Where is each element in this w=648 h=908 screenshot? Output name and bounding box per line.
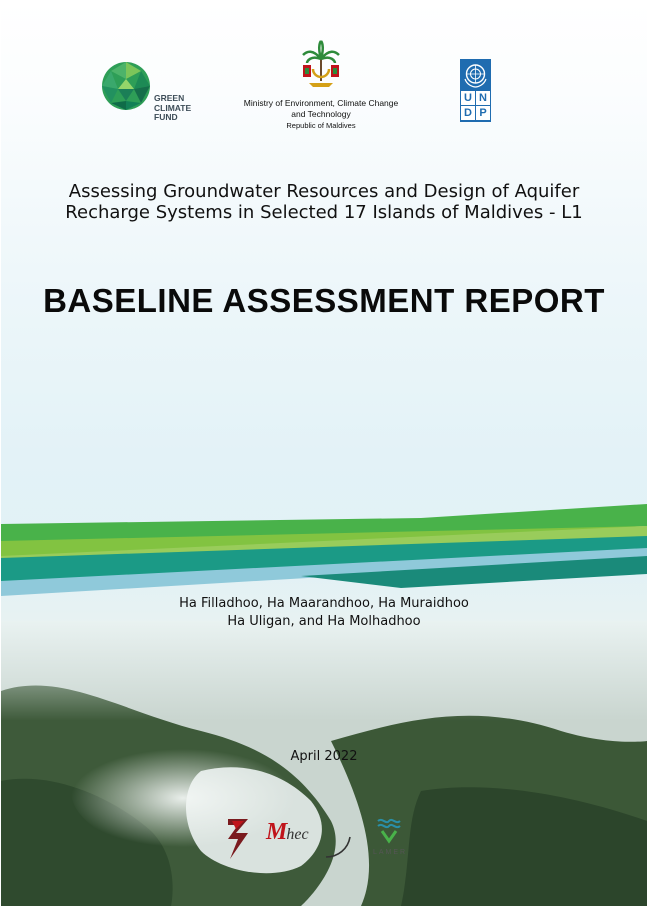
- zigzag-logo-icon: [226, 817, 252, 861]
- report-cover: [1, 1, 647, 906]
- ministry-name-line1: Ministry of Environment, Climate Change: [243, 98, 399, 108]
- undp-letter-u: U: [461, 91, 475, 105]
- ministry-country: Republic of Maldives: [286, 121, 356, 130]
- partner-logos: [226, 813, 426, 863]
- mhec-swoosh-icon: [266, 821, 386, 861]
- lamer-logo-icon: [376, 815, 402, 845]
- gcf-text-line3: FUND: [154, 112, 178, 122]
- report-date: April 2022: [290, 749, 358, 764]
- maldives-emblem-icon: [299, 39, 343, 91]
- project-subtitle: [21, 181, 627, 223]
- un-emblem-icon: [460, 59, 491, 90]
- report-title: BASELINE ASSESSMENT REPORT: [43, 282, 605, 319]
- undp-letter-n: N: [476, 91, 490, 105]
- ministry-logo: [226, 39, 416, 134]
- undp-logo: [460, 59, 491, 122]
- undp-letter-p: P: [476, 106, 490, 120]
- subtitle-line1: Assessing Groundwater Resources and Design of Aquifer: [68, 181, 580, 202]
- decorative-bands: [1, 496, 647, 606]
- gcf-text-line2: CLIMATE: [154, 102, 192, 113]
- green-climate-fund-logo: [101, 61, 211, 121]
- lamer-logo-text: LAMER: [373, 849, 408, 856]
- subtitle-line2: Recharge Systems in Selected 17 Islands of Maldives - L1: [65, 202, 583, 223]
- ministry-name-line2: and Technology: [291, 108, 351, 119]
- mhec-logo-hec: hec: [286, 826, 309, 843]
- globe-icon: [101, 61, 151, 111]
- island-list: [61, 595, 587, 631]
- mhec-logo-m: M: [266, 819, 287, 845]
- island-list-line1: Ha Filladhoo, Ha Maarandhoo, Ha Muraidhoo: [179, 596, 469, 611]
- island-list-line2: Ha Uligan, and Ha Molhadhoo: [227, 614, 421, 629]
- undp-letter-d: D: [461, 106, 475, 120]
- gcf-text-line1: GREEN: [154, 93, 185, 103]
